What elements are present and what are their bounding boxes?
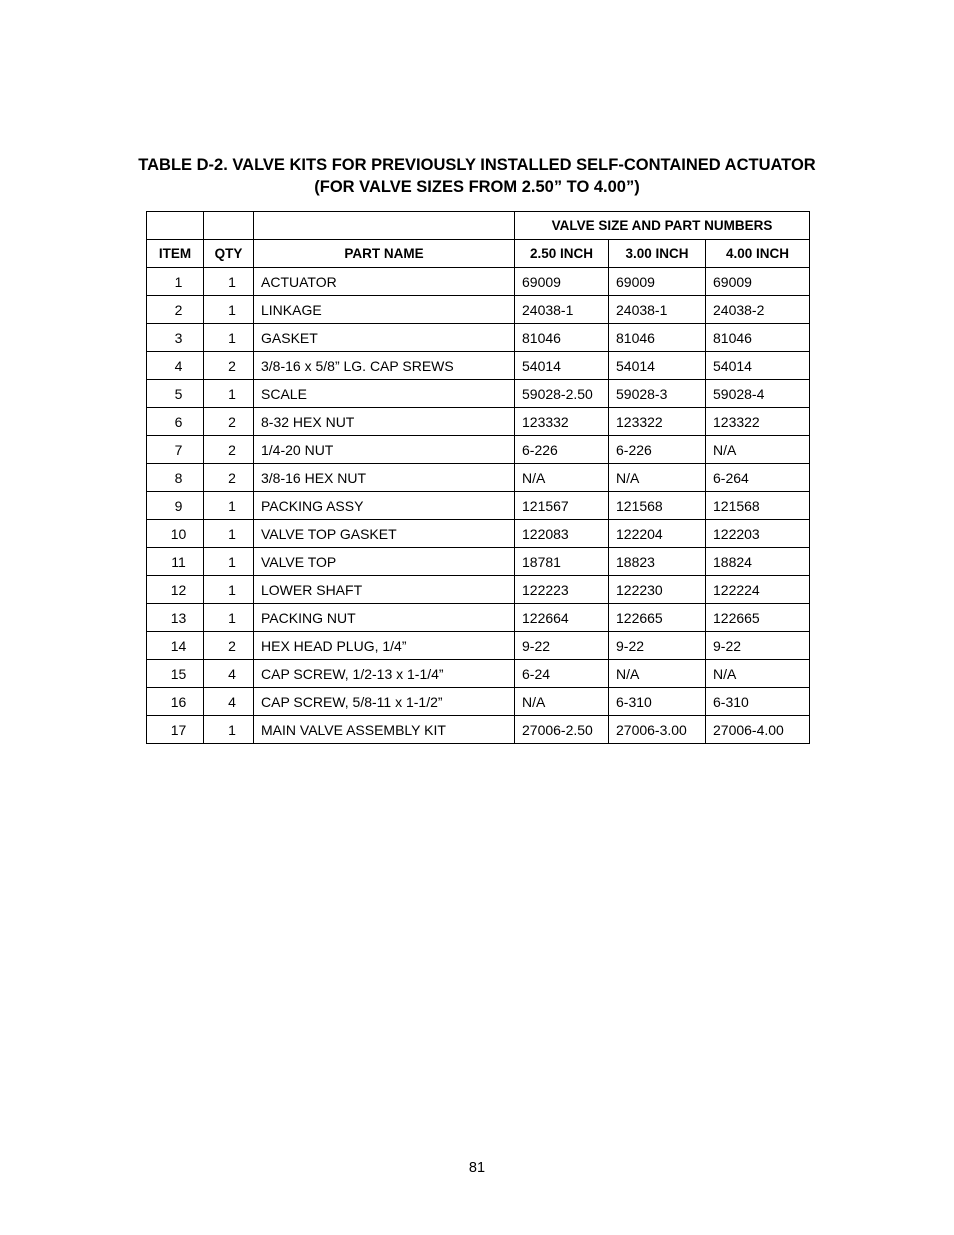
- page-number: 81: [468, 1160, 486, 1176]
- cell-part-number-400: N/A: [706, 660, 810, 688]
- cell-item: 14: [147, 632, 204, 660]
- cell-part-number-300: N/A: [609, 464, 706, 492]
- cell-part-name: HEX HEAD PLUG, 1/4”: [254, 632, 515, 660]
- cell-part-number-400: 121568: [706, 492, 810, 520]
- cell-part-number-300: 9-22: [609, 632, 706, 660]
- cell-qty: 2: [204, 632, 254, 660]
- cell-part-number-250: 59028-2.50: [515, 380, 609, 408]
- cell-part-number-400: 18824: [706, 548, 810, 576]
- header-blank-qty: [204, 212, 254, 240]
- cell-part-name: VALVE TOP GASKET: [254, 520, 515, 548]
- cell-part-number-250: 122223: [515, 576, 609, 604]
- cell-part-number-300: 122665: [609, 604, 706, 632]
- cell-part-name: PACKING NUT: [254, 604, 515, 632]
- cell-part-name: CAP SCREW, 1/2-13 x 1-1/4”: [254, 660, 515, 688]
- cell-part-name: LOWER SHAFT: [254, 576, 515, 604]
- cell-part-number-250: 24038-1: [515, 296, 609, 324]
- header-row-group: [147, 212, 810, 240]
- table-body: [147, 268, 810, 744]
- cell-qty: 1: [204, 268, 254, 296]
- table-row: [147, 324, 810, 352]
- valve-kits-table: [146, 211, 810, 744]
- table-row: [147, 576, 810, 604]
- cell-part-number-250: 81046: [515, 324, 609, 352]
- cell-part-number-400: 69009: [706, 268, 810, 296]
- table-row: [147, 548, 810, 576]
- table-row: [147, 436, 810, 464]
- table-row: [147, 632, 810, 660]
- header-size-250: 2.50 INCH: [515, 240, 609, 268]
- header-blank-item: [147, 212, 204, 240]
- table-title: TABLE D-2. VALVE KITS FOR PREVIOUSLY INSTALLED SELF-CONTAINED ACTUATOR: [138, 156, 816, 174]
- cell-item: 17: [147, 716, 204, 744]
- cell-qty: 1: [204, 548, 254, 576]
- cell-qty: 1: [204, 380, 254, 408]
- header-blank-part: [254, 212, 515, 240]
- cell-part-number-300: 121568: [609, 492, 706, 520]
- cell-part-name: 8-32 HEX NUT: [254, 408, 515, 436]
- header-item: ITEM: [147, 240, 204, 268]
- cell-qty: 1: [204, 604, 254, 632]
- cell-part-number-250: N/A: [515, 464, 609, 492]
- header-valve-size-group: VALVE SIZE AND PART NUMBERS: [515, 212, 810, 240]
- cell-item: 11: [147, 548, 204, 576]
- cell-item: 6: [147, 408, 204, 436]
- cell-part-number-400: N/A: [706, 436, 810, 464]
- cell-qty: 1: [204, 716, 254, 744]
- table-row: [147, 352, 810, 380]
- cell-qty: 2: [204, 464, 254, 492]
- cell-part-number-400: 59028-4: [706, 380, 810, 408]
- cell-part-number-250: 6-226: [515, 436, 609, 464]
- cell-part-name: CAP SCREW, 5/8-11 x 1-1/2”: [254, 688, 515, 716]
- cell-part-name: SCALE: [254, 380, 515, 408]
- cell-part-number-400: 122203: [706, 520, 810, 548]
- cell-item: 2: [147, 296, 204, 324]
- cell-part-number-300: 6-226: [609, 436, 706, 464]
- cell-part-number-250: 123332: [515, 408, 609, 436]
- cell-part-number-250: N/A: [515, 688, 609, 716]
- cell-qty: 1: [204, 520, 254, 548]
- cell-item: 15: [147, 660, 204, 688]
- cell-part-number-400: 24038-2: [706, 296, 810, 324]
- header-size-400: 4.00 INCH: [706, 240, 810, 268]
- cell-qty: 2: [204, 436, 254, 464]
- table-row: [147, 520, 810, 548]
- cell-part-number-400: 6-310: [706, 688, 810, 716]
- cell-part-number-300: 123322: [609, 408, 706, 436]
- cell-qty: 1: [204, 492, 254, 520]
- cell-part-number-300: 122230: [609, 576, 706, 604]
- cell-part-number-300: 27006-3.00: [609, 716, 706, 744]
- cell-part-number-300: 59028-3: [609, 380, 706, 408]
- cell-part-name: 1/4-20 NUT: [254, 436, 515, 464]
- header-row-columns: [147, 240, 810, 268]
- cell-item: 16: [147, 688, 204, 716]
- cell-part-number-250: 18781: [515, 548, 609, 576]
- cell-part-name: PACKING ASSY: [254, 492, 515, 520]
- cell-part-number-300: 6-310: [609, 688, 706, 716]
- cell-part-number-300: 69009: [609, 268, 706, 296]
- cell-part-number-400: 123322: [706, 408, 810, 436]
- cell-item: 4: [147, 352, 204, 380]
- table-row: [147, 660, 810, 688]
- table-row: [147, 492, 810, 520]
- cell-part-number-400: 27006-4.00: [706, 716, 810, 744]
- cell-part-name: LINKAGE: [254, 296, 515, 324]
- cell-item: 3: [147, 324, 204, 352]
- cell-part-number-400: 122665: [706, 604, 810, 632]
- table-row: [147, 604, 810, 632]
- cell-qty: 1: [204, 324, 254, 352]
- table-row: [147, 688, 810, 716]
- cell-qty: 4: [204, 688, 254, 716]
- cell-part-name: GASKET: [254, 324, 515, 352]
- cell-item: 5: [147, 380, 204, 408]
- cell-part-number-250: 27006-2.50: [515, 716, 609, 744]
- cell-part-number-250: 69009: [515, 268, 609, 296]
- cell-part-name: ACTUATOR: [254, 268, 515, 296]
- cell-part-number-250: 6-24: [515, 660, 609, 688]
- header-qty: QTY: [204, 240, 254, 268]
- table-row: [147, 268, 810, 296]
- cell-part-number-400: 81046: [706, 324, 810, 352]
- cell-qty: 2: [204, 352, 254, 380]
- cell-part-number-300: 54014: [609, 352, 706, 380]
- table-row: [147, 296, 810, 324]
- table-row: [147, 464, 810, 492]
- cell-part-number-300: 18823: [609, 548, 706, 576]
- cell-part-name: MAIN VALVE ASSEMBLY KIT: [254, 716, 515, 744]
- cell-qty: 4: [204, 660, 254, 688]
- cell-part-name: 3/8-16 x 5/8” LG. CAP SREWS: [254, 352, 515, 380]
- cell-part-number-300: 122204: [609, 520, 706, 548]
- cell-part-number-250: 54014: [515, 352, 609, 380]
- cell-part-number-400: 9-22: [706, 632, 810, 660]
- cell-part-number-250: 122664: [515, 604, 609, 632]
- cell-part-number-400: 6-264: [706, 464, 810, 492]
- header-part-name: PART NAME: [254, 240, 515, 268]
- cell-part-number-250: 9-22: [515, 632, 609, 660]
- cell-part-number-400: 54014: [706, 352, 810, 380]
- table-row: [147, 716, 810, 744]
- cell-item: 13: [147, 604, 204, 632]
- cell-item: 8: [147, 464, 204, 492]
- table-subtitle: (FOR VALVE SIZES FROM 2.50” TO 4.00”): [314, 178, 640, 196]
- cell-item: 12: [147, 576, 204, 604]
- cell-qty: 1: [204, 576, 254, 604]
- cell-part-number-300: N/A: [609, 660, 706, 688]
- cell-part-name: 3/8-16 HEX NUT: [254, 464, 515, 492]
- cell-part-number-400: 122224: [706, 576, 810, 604]
- cell-part-number-300: 81046: [609, 324, 706, 352]
- cell-part-number-250: 121567: [515, 492, 609, 520]
- table-row: [147, 408, 810, 436]
- cell-item: 1: [147, 268, 204, 296]
- cell-item: 7: [147, 436, 204, 464]
- cell-item: 9: [147, 492, 204, 520]
- table-row: [147, 380, 810, 408]
- header-size-300: 3.00 INCH: [609, 240, 706, 268]
- cell-part-number-300: 24038-1: [609, 296, 706, 324]
- cell-qty: 2: [204, 408, 254, 436]
- cell-item: 10: [147, 520, 204, 548]
- cell-part-number-250: 122083: [515, 520, 609, 548]
- cell-part-name: VALVE TOP: [254, 548, 515, 576]
- cell-qty: 1: [204, 296, 254, 324]
